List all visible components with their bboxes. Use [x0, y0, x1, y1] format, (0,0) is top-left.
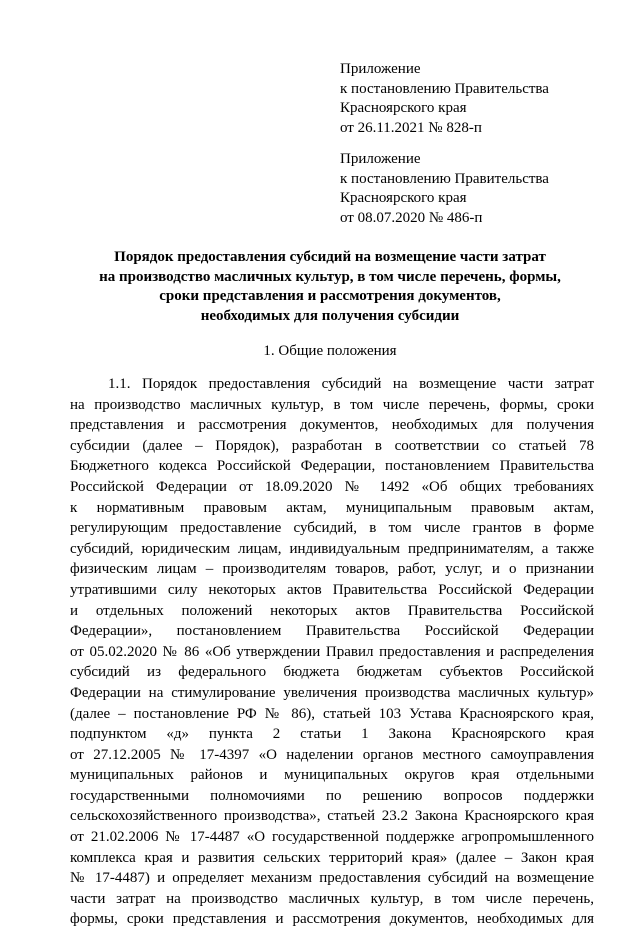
paragraph-line: Бюджетного кодекса Российской Федерации, постановлением Правительства: [70, 458, 594, 475]
appendix-header-current: [340, 60, 549, 138]
title-line: Порядок предоставления субсидий на возмещение части затрат: [114, 249, 546, 265]
appendix-resolution-ref: к постановлению Правительства: [340, 80, 549, 97]
paragraph-line: физическим лицам – производителям товаров, работ, услуг, и о признании: [70, 561, 594, 578]
appendix-region: Красноярского края: [340, 190, 467, 206]
appendix-label: Приложение: [340, 151, 421, 167]
paragraph-1-1: [70, 374, 594, 930]
appendix-resolution-ref: к постановлению Правительства: [340, 170, 549, 187]
title-line: необходимых для получения субсидии: [200, 307, 460, 324]
paragraph-line: субсидии (далее – Порядок), разработан в соответствии со статьей 78: [70, 437, 594, 454]
appendix-label: Приложение: [340, 61, 421, 77]
title-line: на производство масличных культур, в том числе перечень, формы,: [99, 268, 561, 285]
paragraph-line: от 21.02.2006 № 17-4487 «О государственной поддержке агропромышленного: [70, 829, 594, 846]
paragraph-line: от 05.02.2020 № 86 «Об утверждении Правил предоставления и распределения: [70, 643, 594, 660]
paragraph-line: представления и рассмотрения документов, необходимых для получения: [70, 417, 594, 434]
paragraph-line: (далее – постановление РФ № 86), статьей 103 Устава Красноярского края,: [70, 705, 594, 722]
paragraph-line: субсидий из федерального бюджета бюджетам субъектов Российской: [70, 664, 594, 681]
paragraph-line: от 27.12.2005 № 17-4397 «О наделении органов местного самоуправления: [70, 746, 594, 763]
paragraph-line: Федерации на стимулирование увеличения производства масличных культур»: [70, 684, 594, 701]
paragraph-line: на производство масличных культур, в том числе перечень, формы, сроки: [70, 396, 594, 413]
paragraph-line: утратившими силу некоторых актов Правительства Российской Федерации: [70, 581, 594, 598]
section-heading: 1. Общие положения: [263, 343, 397, 359]
paragraph-line: Федерации», постановлением Правительства Российской Федерации: [70, 623, 594, 640]
paragraph-line: Российской Федерации от 18.09.2020 № 1492 «Об общих требованиях: [70, 478, 594, 495]
appendix-date-number: от 26.11.2021 № 828-п: [340, 119, 482, 136]
paragraph-line: 1.1. Порядок предоставления субсидий на возмещение части затрат: [108, 376, 594, 392]
paragraph-line: государственными полномочиями по решению вопросов поддержки: [70, 787, 594, 804]
paragraph-line: субсидий, юридическим лицам, индивидуальным предпринимателям, а также: [70, 540, 594, 557]
paragraph-line: сельскохозяйственного производства», статьей 23.2 Закона Красноярского края: [70, 808, 594, 825]
paragraph-line: подпунктом «д» пункта 2 статьи 1 Закона Красноярского края: [70, 726, 594, 743]
appendix-region: Красноярского края: [340, 100, 467, 116]
appendix-header-original: [340, 150, 549, 228]
paragraph-line: и отдельных положений некоторых актов Правительства Российской: [70, 602, 594, 619]
title-line: сроки представления и рассмотрения документов,: [159, 288, 501, 304]
document-title: [40, 248, 620, 326]
appendix-date-number: от 08.07.2020 № 486-п: [340, 209, 483, 226]
paragraph-line: комплекса края и развития сельских территорий края» (далее – Закон края: [70, 849, 594, 866]
paragraph-line: формы, сроки представления и рассмотрения документов, необходимых для: [70, 911, 594, 928]
paragraph-line: регулирующим предоставление субсидий, в том числе грантов в форме: [70, 520, 594, 537]
paragraph-line: части затрат на производство масличных культур, в том числе перечень,: [70, 890, 594, 907]
paragraph-line: к нормативным правовым актам, муниципальным правовым актам,: [70, 499, 594, 516]
paragraph-line: № 17-4487) и определяет механизм предоставления субсидий на возмещение: [70, 870, 594, 887]
paragraph-line: муниципальных районов и муниципальных округов края отдельными: [70, 767, 594, 784]
